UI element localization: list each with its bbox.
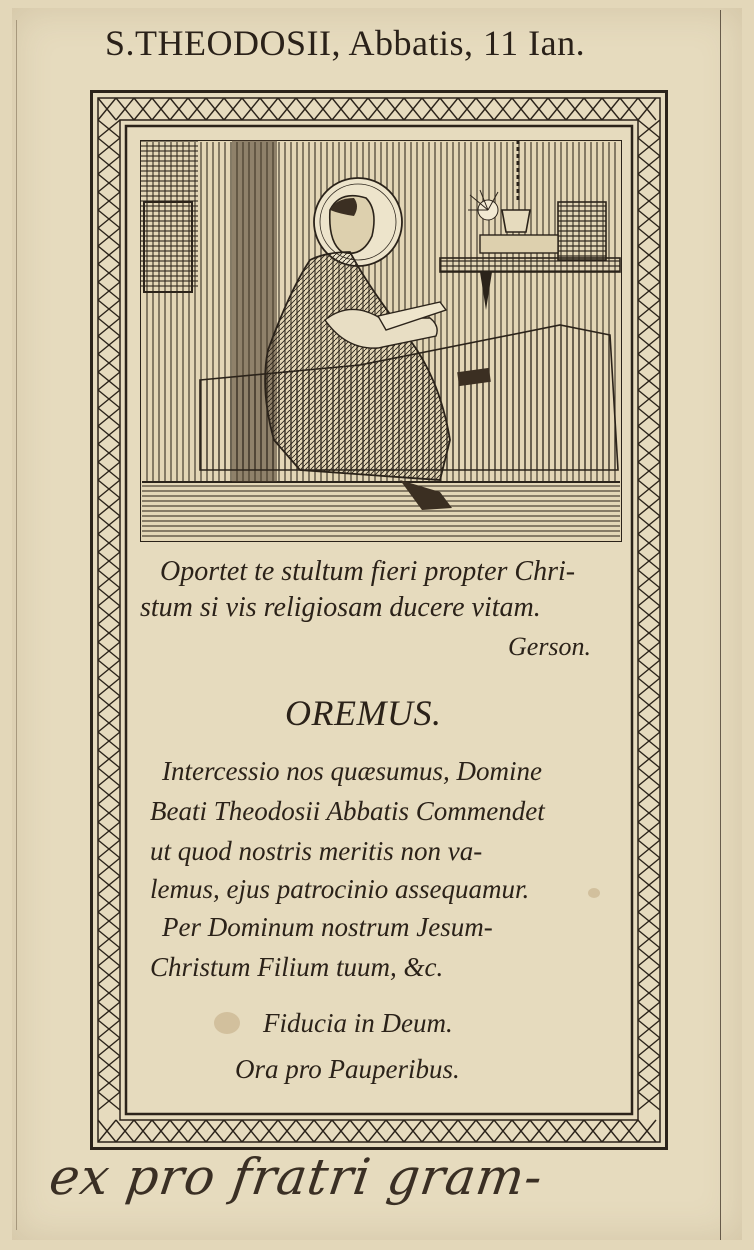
saint-engraving bbox=[140, 140, 622, 542]
card-title: S.THEODOSII, Abbatis, 11 Ian. bbox=[105, 23, 586, 63]
prayer-line: Christum Filium tuum, &c. bbox=[150, 952, 444, 982]
prayer-line: Per Dominum nostrum Jesum- bbox=[162, 912, 493, 942]
motto-line: Ora pro Pauperibus. bbox=[235, 1054, 460, 1084]
motto-line: Fiducia in Deum. bbox=[263, 1008, 453, 1038]
left-edge-line bbox=[16, 20, 17, 1230]
handwritten-inscription: ex pro fratri gram- bbox=[45, 1148, 547, 1206]
prayer-line: Intercessio nos quæsumus, Domine bbox=[162, 756, 542, 786]
prayer-line: ut quod nostris meritis non va- bbox=[150, 836, 483, 866]
prayer-line: Beati Theodosii Abbatis Commendet bbox=[150, 796, 545, 826]
quote-attribution: Gerson. bbox=[508, 632, 592, 661]
quote-line: stum si vis religiosam ducere vitam. bbox=[140, 592, 541, 623]
right-edge-line bbox=[720, 10, 721, 1240]
quote-line: Oportet te stultum fieri propter Chri- bbox=[160, 556, 576, 587]
prayer-heading: OREMUS. bbox=[285, 693, 442, 733]
prayer-line: lemus, ejus patrocinio assequamur. bbox=[150, 874, 530, 904]
